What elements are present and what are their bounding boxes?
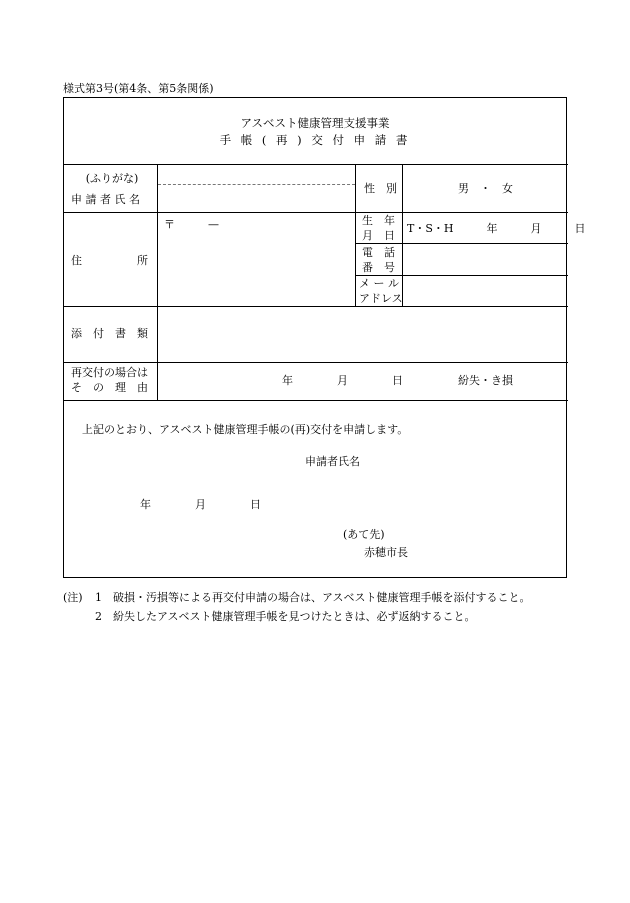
attachments-label: 添 付 書 類 [71,327,148,340]
birth-label-line1: 生 年 [362,214,395,227]
attachments-field[interactable] [158,307,568,362]
application-form [63,97,586,578]
row-divider [64,164,568,165]
applicant-name-field[interactable] [158,186,354,212]
applicant-signature-label: 申請者氏名 [305,455,360,468]
email-label-line2: アドレス [359,292,403,305]
reissue-reason-field[interactable]: 年 月 日 紛失・き損 [282,374,513,387]
note-number: 1 [95,591,102,604]
row-divider [64,400,568,401]
addressee: 赤穂市長 [364,546,408,559]
row-divider [64,212,568,213]
gender-label: 性 別 [364,182,397,195]
row-divider [64,362,568,363]
furigana-divider [158,184,355,185]
reissue-label-line2: そ の 理 由 [71,381,148,394]
furigana-label: (ふりがな) [85,172,139,185]
birth-label-line2: 月 日 [362,229,395,242]
form-title-line1: アスベスト健康管理支援事業 [240,116,390,130]
note-text: 破損・汚損等による再交付申請の場合は、アスベスト健康管理手帳を添付すること。 [113,591,531,604]
form-title-line2: 手 帳 ( 再 ) 交 付 申 請 書 [219,133,411,147]
form-number: 様式第3号(第4条、第5条関係) [63,82,214,95]
address-label: 住 所 [71,254,148,267]
declaration-statement: 上記のとおり、アスベスト健康管理手帳の(再)交付を申請します。 [82,423,409,436]
postal-code-field[interactable]: 〒 — [164,218,219,231]
reissue-label-line1: 再交付の場合は [71,366,148,379]
phone-label-line2: 番 号 [362,261,395,274]
gender-options[interactable]: 男 ・ 女 [458,182,513,195]
phone-field[interactable] [403,244,568,275]
note-text: 紛失したアスベスト健康管理手帳を見つけたときは、必ず返納すること。 [113,610,476,623]
note-number: 2 [95,610,102,623]
applicant-name-label: 申 請 者 氏 名 [71,193,140,206]
notes-prefix: (注) [63,591,83,604]
column-divider [355,164,356,306]
application-date[interactable]: 年 月 日 [140,498,261,511]
addressee-label: (あて先) [343,528,385,541]
email-field[interactable] [403,276,568,306]
phone-label-line1: 電 話 [362,246,395,259]
birth-date-field[interactable]: T・S・H 年 月 日 [407,222,586,235]
email-label-line1: メ ー ル [359,277,399,290]
